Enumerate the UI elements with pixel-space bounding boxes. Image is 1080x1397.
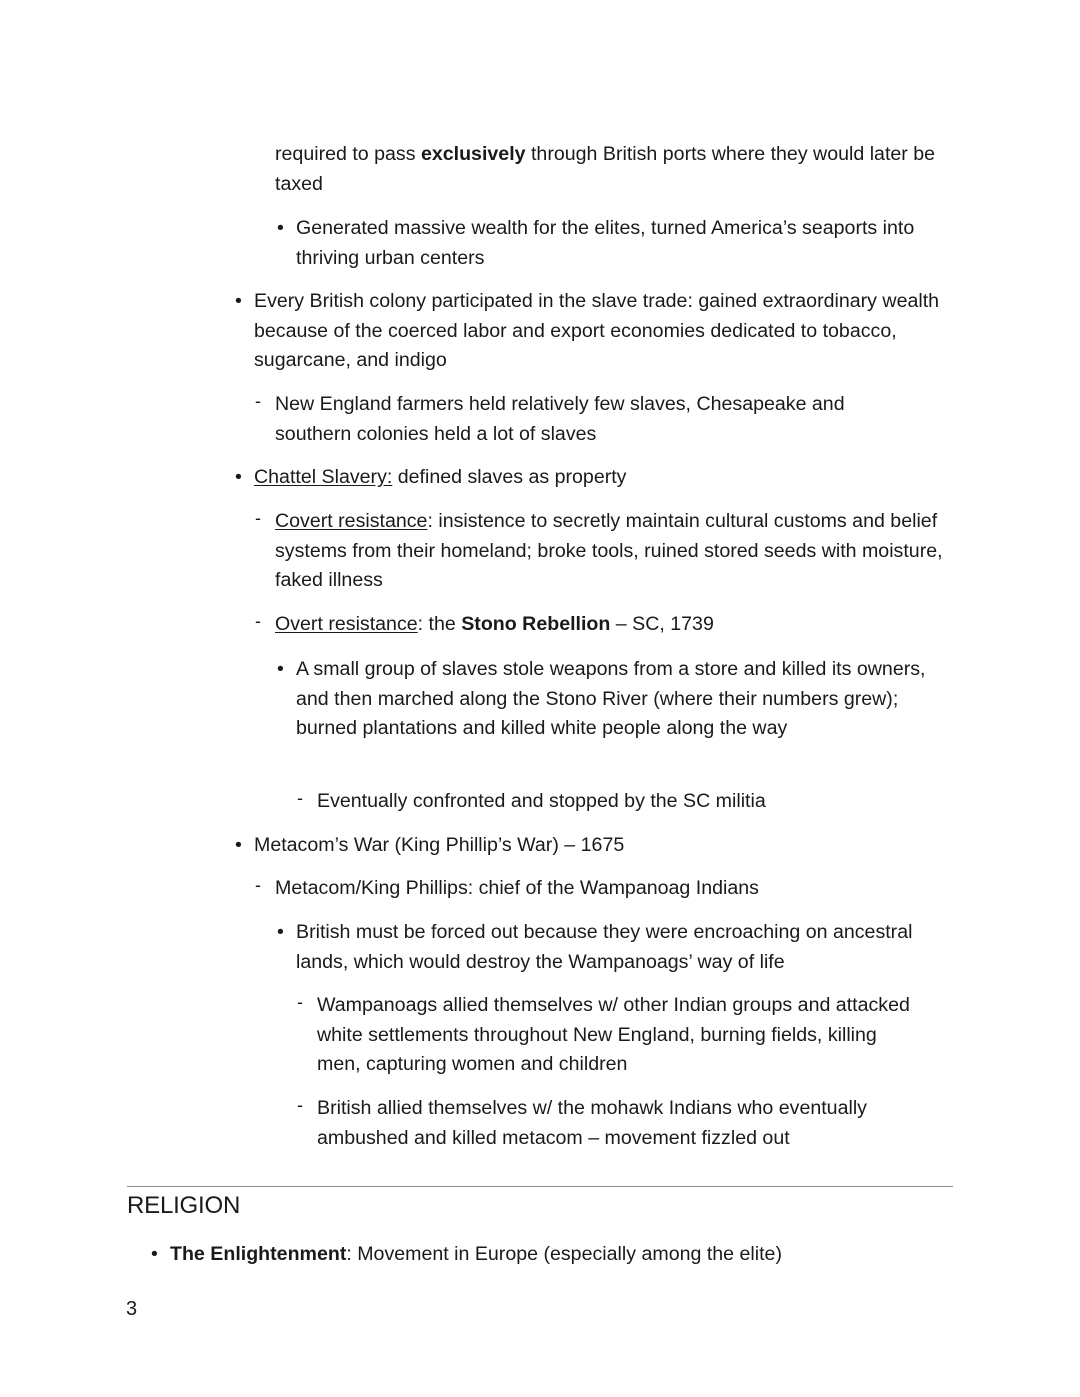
list-item-text: Metacom’s War (King Phillip’s War) – 1675	[254, 834, 625, 856]
continued-text-bold: exclusively	[420, 143, 526, 165]
list-item-british-forced-out	[277, 918, 946, 977]
list-item-text: Wampanoags allied themselves w/ other Indian groups and attacked white settlements throughout New England, burning fields, killing men, capturing women and children	[317, 994, 910, 1076]
list-item-overt-resistance	[255, 610, 955, 640]
section-divider	[127, 1186, 953, 1187]
bullet-icon: •	[277, 217, 284, 239]
list-item-mohawk-alliance	[297, 1094, 932, 1153]
continued-paragraph	[275, 140, 940, 199]
dash-icon: -	[297, 992, 303, 1012]
list-item-metacom-chief	[255, 874, 955, 904]
bullet-icon: •	[151, 1243, 158, 1265]
list-item-stono-details	[277, 655, 951, 744]
list-item-metacoms-war	[235, 831, 954, 861]
term-enlightenment: The Enlightenment	[170, 1243, 347, 1265]
list-item-covert-resistance	[255, 507, 955, 596]
list-item-text: Eventually confronted and stopped by the SC militia	[317, 790, 766, 812]
section-heading-religion: RELIGION	[127, 1192, 241, 1219]
list-item-text: Generated massive wealth for the elites, turned America’s seaports into thriving urban centers	[296, 217, 915, 269]
term-stono-rebellion: Stono Rebellion	[461, 613, 611, 635]
bullet-icon: •	[235, 466, 242, 488]
list-item-text: A small group of slaves stole weapons from a store and killed its owners, and then marched along the Stono River (where their numbers grew); burned plantations and killed white people along the way	[296, 658, 926, 740]
list-item-seaports-wealth	[277, 214, 946, 273]
list-item-text: British must be forced out because they were encroaching on ancestral lands, which would destroy the Wampanoags’ way of life	[296, 921, 913, 973]
list-item-text: : insistence to secretly maintain cultural customs and belief systems from their homeland; broke tools, ruined stored seeds with moisture, faked illness	[275, 510, 943, 592]
list-item-text: New England farmers held relatively few slaves, Chesapeake and southern colonies held a lot of slaves	[275, 393, 845, 445]
list-item-text-post: – SC, 1739	[610, 613, 714, 635]
bullet-icon: •	[235, 290, 242, 312]
dash-icon: -	[255, 611, 261, 631]
dash-icon: -	[297, 1095, 303, 1115]
dash-icon: -	[255, 875, 261, 895]
list-item-enlightenment	[151, 1240, 930, 1270]
list-item-wampanoag-alliance	[297, 991, 917, 1080]
page-number: 3	[126, 1298, 138, 1320]
list-item-text: defined slaves as property	[392, 466, 627, 488]
term-chattel-slavery: Chattel Slavery:	[254, 466, 393, 488]
bullet-icon: •	[235, 834, 242, 856]
list-item-chattel-slavery	[235, 463, 954, 493]
list-item-text-pre: : the	[417, 613, 462, 635]
bullet-icon: •	[277, 921, 284, 943]
term-overt-resistance: Overt resistance	[275, 613, 418, 635]
list-item-text: Metacom/King Phillips: chief of the Wampanoag Indians	[275, 877, 759, 899]
list-item-text: : Movement in Europe (especially among the elite)	[346, 1243, 782, 1265]
dash-icon: -	[255, 508, 261, 528]
dash-icon: -	[255, 391, 261, 411]
dash-icon: -	[297, 788, 303, 808]
list-item-new-england-farmers	[255, 390, 915, 449]
list-item-slave-trade	[235, 287, 954, 376]
list-item-sc-militia	[297, 787, 937, 817]
list-item-text: Every British colony participated in the slave trade: gained extraordinary wealth because of the coerced labor and export economies dedicated to tobacco, sugarcane, and indigo	[254, 290, 940, 372]
term-covert-resistance: Covert resistance	[275, 510, 428, 532]
continued-text-pre: required to pass	[275, 143, 421, 165]
list-item-text: British allied themselves w/ the mohawk Indians who eventually ambushed and killed metacom – movement fizzled out	[317, 1097, 867, 1149]
bullet-icon: •	[277, 658, 284, 680]
continued-text-post: through British ports where they would later be taxed	[275, 143, 936, 195]
